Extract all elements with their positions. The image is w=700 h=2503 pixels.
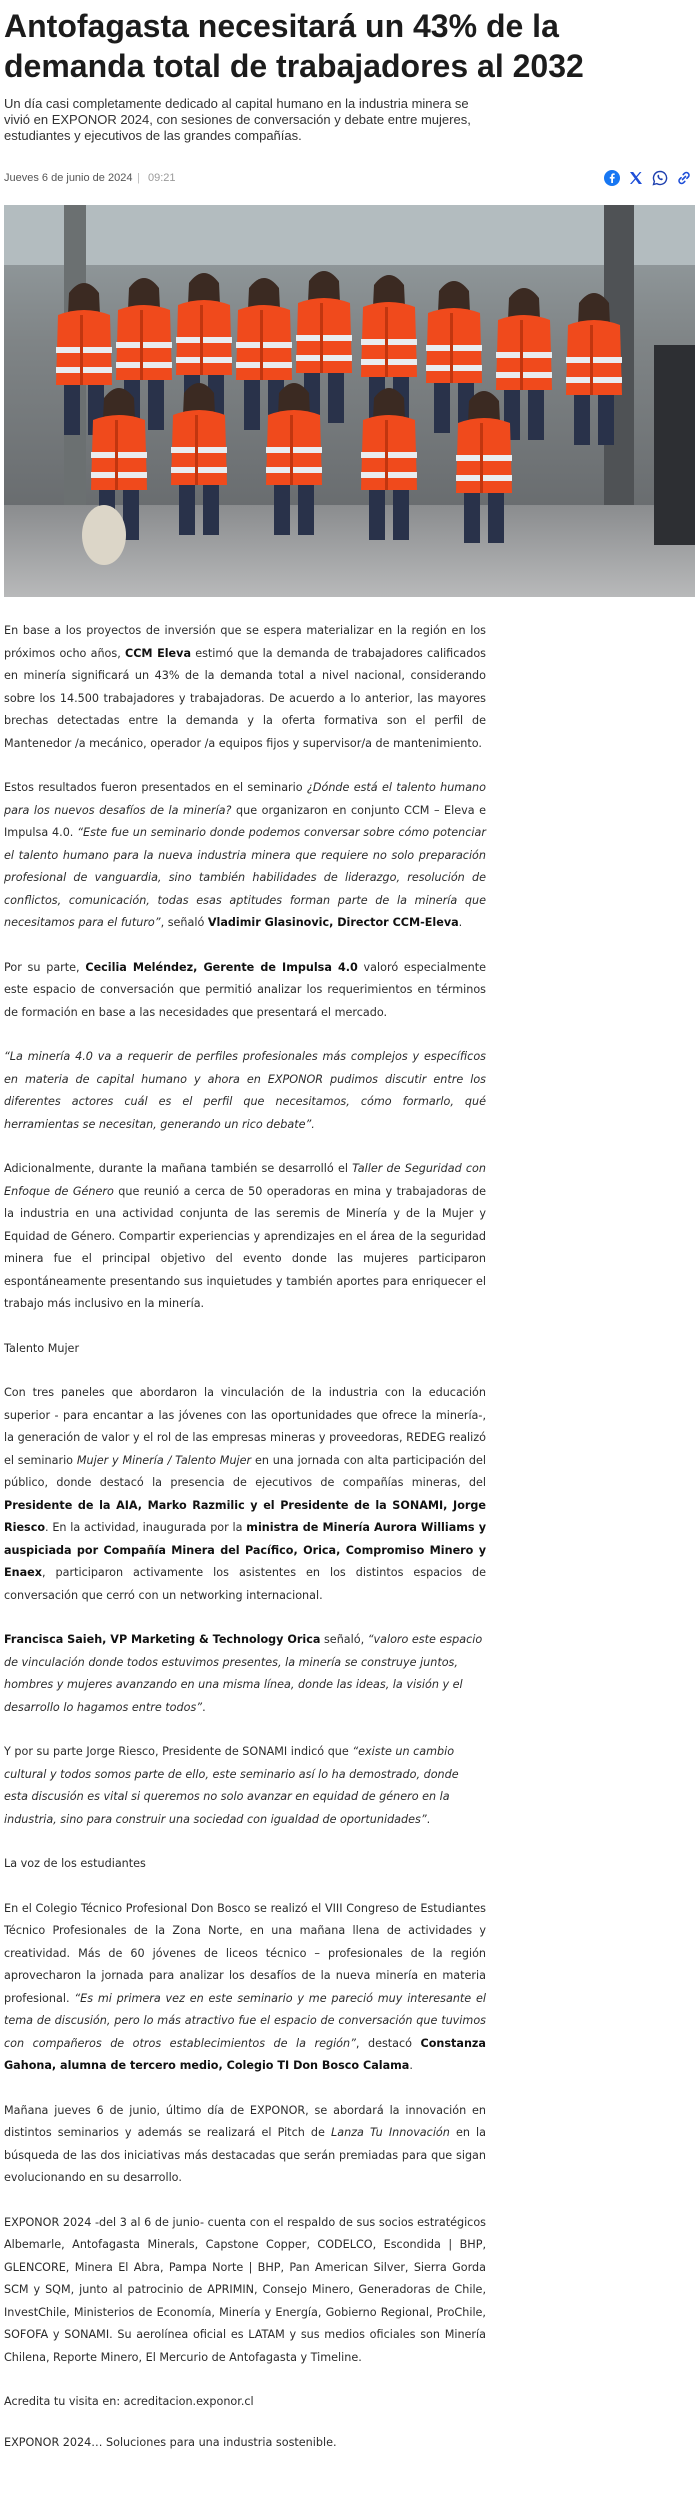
quote-paragraph: “La minería 4.0 va a requerir de perfiles profesionales más complejos y específicos en materia de capital humano y ahora en EXPONOR pudimos discutir entre los diferentes actores cuál es el perfil que necesitamos, cómo formarlo, qué herramientas se necesitan, generando un rico debate”. (4, 1050, 486, 1131)
publish-time: 09:21 (148, 172, 176, 184)
photo-illustration (4, 205, 695, 597)
article-title: Antofagasta necesitará un 43% de la demanda total de trabajadores al 2032 (4, 8, 584, 84)
publish-date: Jueves 6 de junio de 2024 (4, 172, 133, 184)
paragraph: Con tres paneles que abordaron la vinculación de la industria con la educación superior - para encantar a las jóvenes con las oportunidades que ofrece la minería-, la generación de valor y el rol de las empresas mineras y proveedoras, REDEG realizó el seminario Mujer y Minería / Talento Mujer en una jornada con alta participación del público, donde destacó la presencia de ejecutivos de compañías mineras, del Presidente de la AIA, Marko Razmilic y el Presidente de la SONAMI, Jorge Riesco. En la actividad, inaugurada por la ministra de Minería Aurora Williams y auspiciada por Compañía Minera del Pacífico, Orica, Compromiso Minero y Enaex, participaron activamente los asistentes en los distintos espacios de conversación que cerró con un networking internacional. (4, 1386, 486, 1602)
closing-slogan: EXPONOR 2024… Soluciones para una industria sostenible. (4, 2435, 337, 2449)
section-heading-voz-estudiantes: La voz de los estudiantes (4, 1857, 146, 1870)
whatsapp-icon[interactable] (652, 170, 668, 186)
meta-separator: | (137, 172, 140, 184)
paragraph: Estos resultados fueron presentados en el seminario ¿Dónde está el talento humano para los nuevos desafíos de la minería? que organizaron en conjunto CCM – Eleva e Impulsa 4.0. “Este fue un seminario donde podemos conversar sobre cómo potenciar el talento humano para la nueva industria minera que requiere no solo preparación profesional de vanguardia, sino también habilidades de liderazgo, resolución de conflictos, comunicación, todas esas aptitudes forman parte de la minería que necesitamos para el futuro”, señaló Vladimir Glasinovic, Director CCM-Eleva. (4, 781, 486, 929)
article-body (4, 620, 486, 2476)
paragraph: EXPONOR 2024 -del 3 al 6 de junio- cuenta con el respaldo de sus socios estratégicos Albemarle, Antofagasta Minerals, Capstone Copper, CODELCO, Escondida | BHP, GLENCORE, Minera El Abra, Pampa Norte | BHP, Pan American Silver, Sierra Gorda SCM y SQM, junto al patrocinio de APRIMIN, Consejo Minero, Generadoras de Chile, InvestChile, Ministerios de Economía, Minería y Energía, Gobierno Regional, ProChile, SOFOFA y SONAMI. Su aerolínea oficial es LATAM y sus medios oficiales son Minería Chilena, Reporte Minero, El Mercurio de Antofagasta y Timeline. (4, 2215, 486, 2364)
paragraph: Mañana jueves 6 de junio, último día de EXPONOR, se abordará la innovación en distintos seminarios y además se realizará el Pitch de Lanza Tu Innovación en la búsqueda de las dos iniciativas más destacadas que serán premiadas para que sigan evolucionando en su desarrollo. (4, 2103, 486, 2184)
hero-photo-group-women-miners (4, 205, 695, 597)
paragraph: Adicionalmente, durante la mañana también se desarrolló el Taller de Seguridad con Enfoque de Género que reunió a cerca de 50 operadoras en mina y trabajadoras de la industria en una actividad conjunta de las seremis de Minería y de la Mujer y Equidad de Género. Compartir experiencias y aprendizajes en el área de la seguridad minera fue el principal objetivo del evento donde las mujeres participaron espontáneamente presentando sus inquietudes y también aportes para enriquecer el trabajo más inclusivo en la minería. (4, 1162, 486, 1310)
x-icon[interactable] (628, 170, 644, 186)
paragraph: Francisca Saieh, VP Marketing & Technology Orica señaló, “valoro este espacio de vinculación donde todos estuvimos presentes, la minería se construye juntos, hombres y mujeres avanzando en una misma línea, donde las ideas, la visión y el desarrollo lo hagamos entre todos”. (4, 1633, 483, 1714)
article-meta (4, 170, 696, 188)
paragraph: En el Colegio Técnico Profesional Don Bosco se realizó el VIII Congreso de Estudiantes Técnico Profesionales de la Zona Norte, en una mañana llena de actividades y creatividad. Más de 60 jóvenes de liceos técnico – profesionales de la región aprovecharon la jornada para analizar los desafíos de la nueva minería en materia profesional. “Es mi primera vez en este seminario y me pareció muy interesante el tema de discusión, pero lo más atractivo fue el espacio de conversación que tuvimos con compañeros de otros establecimientos de la región”, destacó Constanza Gahona, alumna de tercero medio, Colegio TI Don Bosco Calama. (4, 1901, 486, 2072)
paragraph: Por su parte, Cecilia Meléndez, Gerente de Impulsa 4.0 valoró especialmente este espacio de conversación que permitió analizar los requerimientos en términos de formación en base a las necesidades que presentará el mercado. (4, 960, 486, 1019)
facebook-icon[interactable] (604, 170, 620, 186)
link-icon[interactable] (676, 170, 692, 186)
paragraph: Y por su parte Jorge Riesco, Presidente de SONAMI indicó que “existe un cambio cultural y todos somos parte de ello, este seminario así lo ha demostrado, donde esta discusión es vital si queremos no solo avanzar en equidad de género en la industria, sino para construir una sociedad con igualdad de oportunidades”. (4, 1745, 459, 1826)
share-bar (604, 170, 692, 188)
section-heading-talento-mujer: Talento Mujer (4, 1341, 80, 1355)
article-summary: Un día casi completamente dedicado al capital humano en la industria minera se vivió en EXPONOR 2024, con sesiones de conversación y debate entre mujeres, estudiantes y ejecutivos de las grandes compañías. (4, 96, 471, 143)
paragraph: En base a los proyectos de inversión que se espera materializar en la región en los próximos ocho años, CCM Eleva estimó que la demanda de trabajadores calificados en minería significará un 43% de la demanda total a nivel nacional, considerando sobre los 14.500 trabajadores y trabajadoras. De acuerdo a lo anterior, las mayores brechas detectadas entre la demanda y la oferta formativa son el perfil de Mantenedor /a mecánico, operador /a equipos fijos y supervisor/a de mantenimiento. (4, 624, 487, 750)
accreditation-note: Acredita tu visita en: acreditacion.exponor.cl (4, 2395, 254, 2408)
